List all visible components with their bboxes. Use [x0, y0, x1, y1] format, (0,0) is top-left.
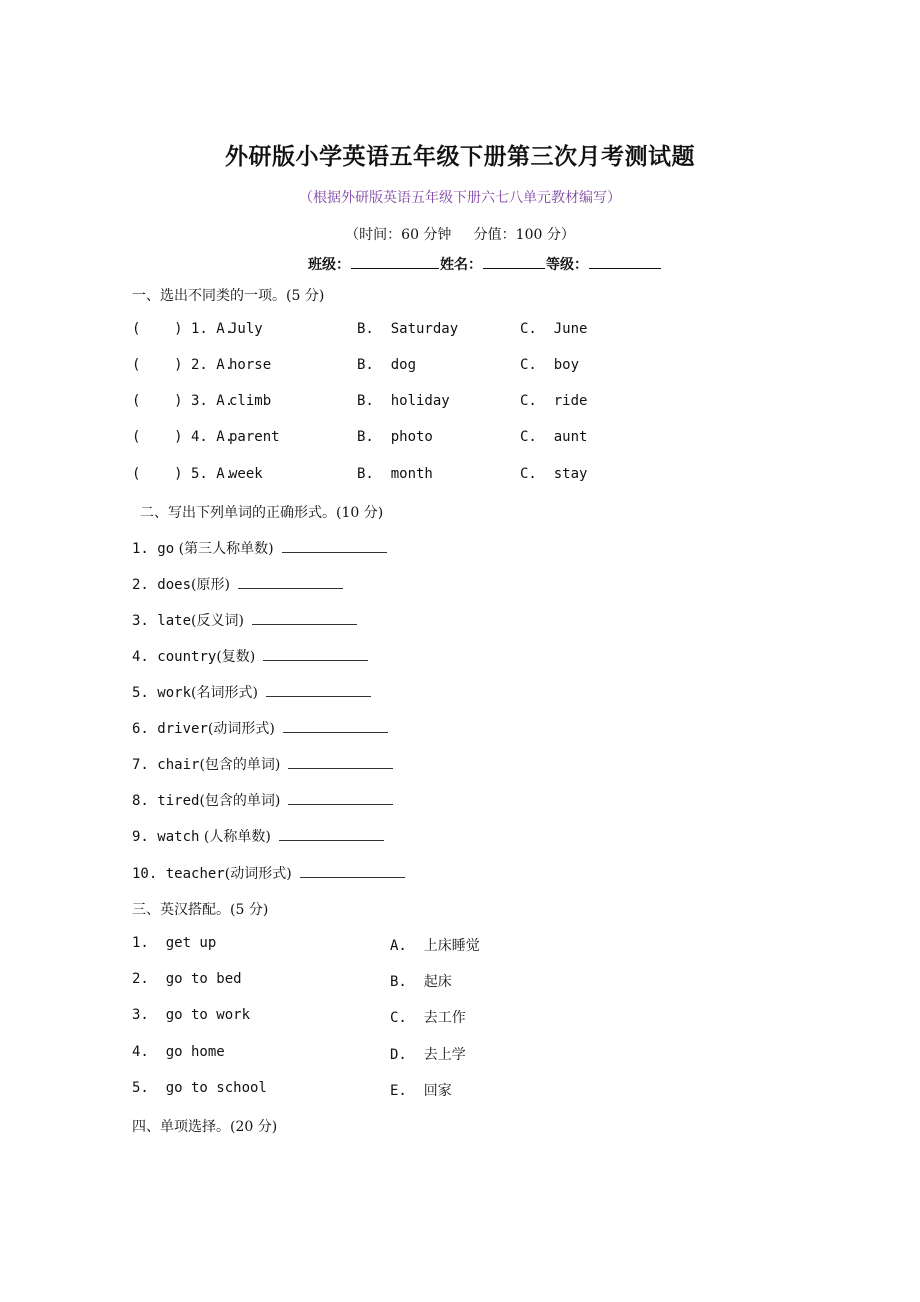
- s2-item-hint: (名词形式): [191, 685, 258, 701]
- s2-item-5: [132, 682, 371, 702]
- s1-q3-option-b: B. holiday: [357, 393, 450, 409]
- class-blank[interactable]: [351, 254, 439, 269]
- name-label: 姓名：: [440, 257, 482, 273]
- page-subtitle: （根据外研版英语五年级下册六七八单元教材编写）: [299, 190, 621, 206]
- s2-item-word: late: [157, 613, 192, 629]
- answer-blank[interactable]: [288, 792, 393, 805]
- s1-q4-option-b: B. photo: [357, 429, 433, 445]
- section1-heading: 一、选出不同类的一项。(5 分): [132, 288, 325, 304]
- s3-right-text: 起床: [423, 974, 452, 990]
- s2-item-num: 1.: [132, 541, 149, 557]
- grade-label: 等级：: [546, 257, 588, 273]
- s3-right-3: [390, 1007, 466, 1027]
- name-blank[interactable]: [483, 254, 545, 269]
- s3-right-letter: C.: [390, 1010, 407, 1026]
- s2-item-num: 5.: [132, 685, 149, 701]
- s3-left-3: 3. go to work: [132, 1007, 251, 1023]
- s1-q2-option-b: B. dog: [357, 357, 417, 373]
- s2-item-word: country: [157, 649, 217, 665]
- s2-item-hint: (人称单数): [199, 829, 271, 845]
- s2-item-2: [132, 574, 343, 594]
- s1-q2-option-a: horse: [229, 357, 272, 373]
- s3-right-1: [390, 935, 480, 955]
- s1-q2-option-c: C. boy: [520, 357, 580, 373]
- s1-q4-option-a: parent: [229, 429, 280, 445]
- page-title: 外研版小学英语五年级下册第三次月考测试题: [225, 144, 695, 170]
- s3-right-4: [390, 1044, 466, 1064]
- s3-left-1: 1. get up: [132, 935, 217, 951]
- s2-item-num: 3.: [132, 613, 149, 629]
- answer-blank[interactable]: [283, 720, 388, 733]
- s3-right-letter: A.: [390, 938, 407, 954]
- s2-item-word: teacher: [157, 866, 225, 882]
- answer-blank[interactable]: [238, 576, 343, 589]
- s2-item-num: 8.: [132, 793, 149, 809]
- answer-blank[interactable]: [266, 684, 371, 697]
- s2-item-word: tired: [157, 793, 200, 809]
- answer-blank[interactable]: [279, 828, 384, 841]
- s2-item-num: 6.: [132, 721, 149, 737]
- s1-q5-option-c: C. stay: [520, 466, 588, 482]
- s2-item-word: does: [157, 577, 192, 593]
- s3-right-text: 去上学: [423, 1047, 466, 1063]
- s1-q1-option-a: July: [229, 321, 263, 337]
- s2-item-word: driver: [157, 721, 208, 737]
- s2-item-7: [132, 754, 393, 774]
- time-info: （时间：60 分钟 分值：100 分）: [345, 227, 575, 243]
- s2-item-10: [132, 863, 405, 883]
- class-label: 班级：: [308, 257, 350, 273]
- s2-item-3: [132, 610, 357, 630]
- s2-item-num: 2.: [132, 577, 149, 593]
- student-info-row: [308, 254, 662, 274]
- s2-item-hint: (第三人称单数): [174, 541, 274, 557]
- s2-item-hint: (包含的单词): [199, 793, 281, 809]
- s3-right-text: 回家: [423, 1083, 452, 1099]
- s2-item-word: go: [157, 541, 175, 557]
- s3-right-letter: E.: [390, 1083, 407, 1099]
- answer-blank[interactable]: [263, 648, 368, 661]
- s1-q3-paren: ( ) 3. A.: [132, 393, 234, 409]
- answer-blank[interactable]: [288, 756, 393, 769]
- s3-right-5: [390, 1080, 452, 1100]
- s1-q1-option-b: B. Saturday: [357, 321, 459, 337]
- s2-item-4: [132, 646, 368, 666]
- section3-heading: 三、英汉搭配。(5 分): [132, 902, 269, 918]
- s1-q5-option-b: B. month: [357, 466, 433, 482]
- s1-q5-paren: ( ) 5. A.: [132, 466, 234, 482]
- s2-item-hint: (动词形式): [207, 721, 275, 737]
- s2-item-num: 9.: [132, 829, 149, 845]
- s3-left-5: 5. go to school: [132, 1080, 267, 1096]
- s2-item-hint: (原形): [191, 577, 230, 593]
- section2-heading: 二、写出下列单词的正确形式。(10 分): [140, 505, 384, 521]
- s3-right-text: 去工作: [423, 1010, 466, 1026]
- s2-item-num: 10.: [132, 866, 158, 882]
- s2-item-8: [132, 790, 393, 810]
- s2-item-hint: (包含的单词): [199, 757, 281, 773]
- s1-q4-paren: ( ) 4. A.: [132, 429, 234, 445]
- s2-item-num: 4.: [132, 649, 149, 665]
- section4-heading: 四、单项选择。(20 分): [132, 1119, 278, 1135]
- answer-blank[interactable]: [300, 865, 405, 878]
- s1-q4-option-c: C. aunt: [520, 429, 588, 445]
- s3-right-letter: B.: [390, 974, 407, 990]
- s2-item-1: [132, 538, 387, 558]
- s2-item-hint: (复数): [216, 649, 256, 665]
- s1-q3-option-a: climb: [229, 393, 272, 409]
- s2-item-word: watch: [157, 829, 200, 845]
- s1-q3-option-c: C. ride: [520, 393, 588, 409]
- s3-left-2: 2. go to bed: [132, 971, 242, 987]
- s3-left-4: 4. go home: [132, 1044, 225, 1060]
- s2-item-num: 7.: [132, 757, 149, 773]
- answer-blank[interactable]: [252, 612, 357, 625]
- grade-blank[interactable]: [589, 254, 661, 269]
- s2-item-hint: (反义词): [191, 613, 244, 629]
- s2-item-word: chair: [157, 757, 200, 773]
- answer-blank[interactable]: [282, 540, 387, 553]
- s3-right-letter: D.: [390, 1047, 407, 1063]
- s1-q1-paren: ( ) 1. A.: [132, 321, 234, 337]
- s1-q5-option-a: week: [229, 466, 263, 482]
- s1-q2-paren: ( ) 2. A.: [132, 357, 234, 373]
- s3-right-text: 上床睡觉: [423, 938, 480, 954]
- s1-q1-option-c: C. June: [520, 321, 588, 337]
- s2-item-word: work: [157, 685, 192, 701]
- s2-item-9: [132, 826, 384, 846]
- s2-item-6: [132, 718, 388, 738]
- s3-right-2: [390, 971, 452, 991]
- s2-item-hint: (动词形式): [224, 866, 292, 882]
